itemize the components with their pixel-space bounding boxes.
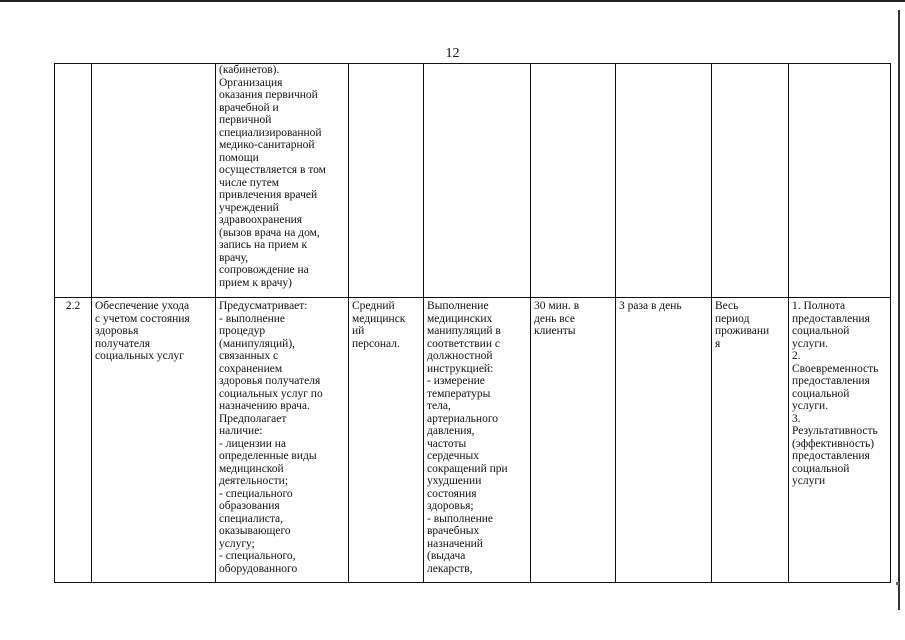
cell-frequency [616, 64, 712, 298]
cell-num [55, 64, 92, 298]
cell-service-name [92, 64, 216, 298]
cell-duration [531, 64, 616, 298]
table-row-continuation [55, 64, 891, 298]
cell-description: (кабинетов). Организация оказания первичной врачебной и первичной специализированной медико-санитарной помощи осуществляется в том числе путем привлечения врачей учреждений здравоохранения (вызов врача на дом, запись на прием к врачу, сопровождение на прием к врачу) [216, 64, 349, 298]
scan-edge-top [0, 0, 905, 2]
cell-duration: 30 мин. в день все клиенты [531, 298, 616, 583]
cell-staff [349, 64, 424, 298]
cell-period: Весь период проживани я [712, 298, 789, 583]
cell-criteria: 1. Полнота предоставления социальной услуги. 2. Своевременность предоставления социальной услуги. 3. Результативность (эффективность) предоставления социальной услуги [789, 298, 891, 583]
page-number: 12 [445, 46, 460, 61]
cell-period [712, 64, 789, 298]
table-row-2-2 [55, 298, 891, 583]
cell-frequency: 3 раза в день [616, 298, 712, 583]
cell-actions: Выполнение медицинских манипуляций в соответствии с должностной инструкцией: - измерение температуры тела, артериального давления, частоты сердечных сокращений при ухудшении состояния здоровья; - выполнение врачебных назначений (выдача лекарств, [424, 298, 531, 583]
scan-edge-right [898, 10, 900, 610]
cell-staff: Средний медицинск ий персонал. [349, 298, 424, 583]
cell-criteria [789, 64, 891, 298]
cell-service-name: Обеспечение ухода с учетом состояния здоровья получателя социальных услуг [92, 298, 216, 583]
cell-description: Предусматривает: - выполнение процедур (манипуляций), связанных с сохранением здоровья получателя социальных услуг по назначению врача. Предполагает наличие: - лицензии на определенные виды медицинской деятельности; - специального образования специалиста, оказывающего услугу; - специального, оборудованного [216, 298, 349, 583]
scan-speck [896, 582, 899, 585]
cell-num: 2.2 [55, 298, 92, 583]
services-table [54, 63, 891, 583]
cell-actions [424, 64, 531, 298]
